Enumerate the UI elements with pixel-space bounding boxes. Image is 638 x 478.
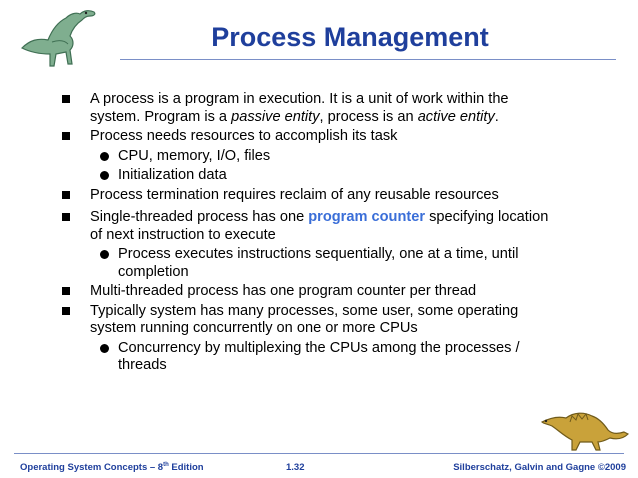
square-bullet-icon xyxy=(62,307,70,315)
bullet-text: Single-threaded process has one xyxy=(90,209,309,225)
bullet-text: . xyxy=(494,108,499,125)
list-item xyxy=(62,187,562,205)
square-bullet-icon xyxy=(62,287,70,295)
list-item xyxy=(62,303,562,338)
bullet-text: Process termination requires reclaim of any reusable resources xyxy=(90,186,499,203)
bullet-text: , process is an xyxy=(319,108,418,125)
list-item xyxy=(62,128,562,146)
list-item xyxy=(62,283,562,301)
footer-book-title: Operating System Concepts – 8th Edition xyxy=(20,462,204,474)
list-item xyxy=(62,209,562,244)
dinosaur-logo-icon xyxy=(16,4,102,70)
page-title: Process Management xyxy=(211,22,489,52)
bullet-list xyxy=(62,91,562,377)
round-bullet-icon xyxy=(100,171,109,180)
bullet-text: Concurrency by multiplexing the CPUs among the processes / threads xyxy=(118,339,520,373)
square-bullet-icon xyxy=(62,213,70,221)
dinosaur-logo-icon xyxy=(540,400,632,452)
bullet-text: Multi-threaded process has one program counter per thread xyxy=(90,283,477,299)
bullet-text: Initialization data xyxy=(118,167,227,183)
bullet-text: Typically system has many processes, some user, some operating system running concurrently on one or more CPUs xyxy=(90,302,519,336)
sub-list-item xyxy=(62,340,562,375)
emphasis-text: passive entity xyxy=(231,108,320,125)
bullet-text: CPU, memory, I/O, files xyxy=(118,147,271,164)
bullet-text: A process is a program in execution. It is a unit of work within the system. Program is a xyxy=(90,91,509,125)
square-bullet-icon xyxy=(62,132,70,140)
title-divider xyxy=(120,59,616,60)
round-bullet-icon xyxy=(100,152,109,161)
sub-list-item xyxy=(62,246,562,281)
emphasis-text: active entity xyxy=(417,108,495,125)
footer-authors: Silberschatz, Galvin and Gagne ©2009 xyxy=(453,462,626,473)
list-item xyxy=(62,91,562,126)
bullet-text: Process needs resources to accomplish its task xyxy=(90,128,398,144)
square-bullet-icon xyxy=(62,191,70,199)
page-number: 1.32 xyxy=(286,462,305,473)
sub-list-item xyxy=(62,167,562,185)
sub-list-item xyxy=(62,148,562,166)
square-bullet-icon xyxy=(62,95,70,103)
bullet-text: specifying location of next instruction to execute xyxy=(90,209,549,243)
round-bullet-icon xyxy=(100,250,109,259)
footer-divider xyxy=(14,453,624,454)
round-bullet-icon xyxy=(100,344,109,353)
bullet-text: Process executes instructions sequentially, one at a time, until completion xyxy=(118,246,519,280)
highlight-term: program counter xyxy=(308,209,426,225)
